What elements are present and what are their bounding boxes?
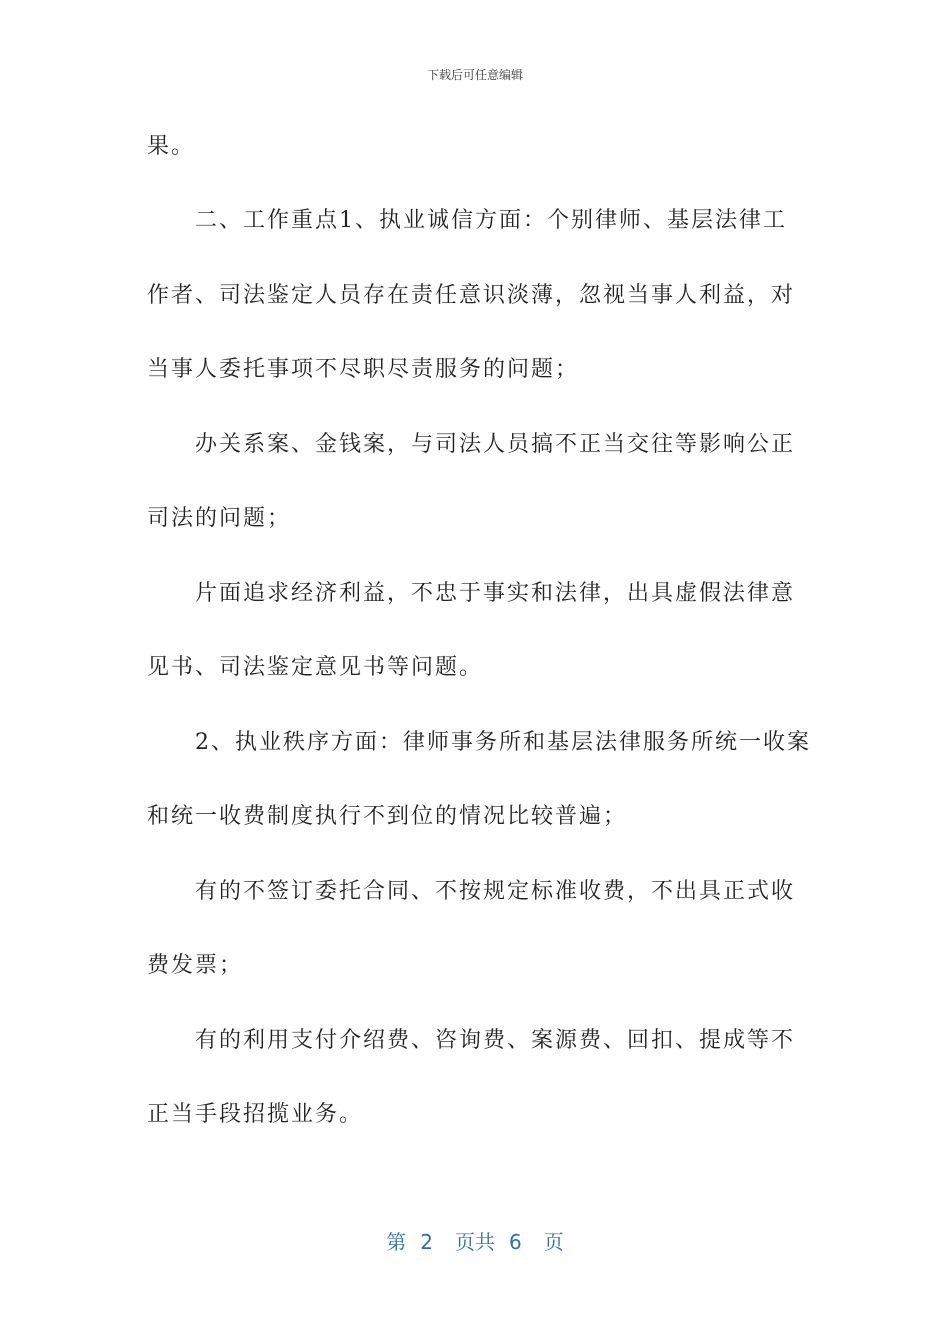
paragraph-line: 二、工作重点1、执业诚信方面：个别律师、基层法律工 xyxy=(147,208,787,233)
footer-middle: 页共 xyxy=(455,1230,495,1254)
paragraph-line: 司法的问题； xyxy=(147,506,292,531)
paragraph-line: 费发票； xyxy=(147,953,244,978)
paragraph-line: 2、执业秩序方面：律师事务所和基层法律服务所统一收案 xyxy=(147,730,811,755)
paragraph-line: 办关系案、金钱案，与司法人员搞不正当交往等影响公正 xyxy=(147,432,796,457)
paragraph-line: 见书、司法鉴定意见书等问题。 xyxy=(147,655,484,680)
paragraph-line: 和统一收费制度执行不到位的情况比较普遍； xyxy=(147,804,628,829)
paragraph-line: 果。 xyxy=(147,134,196,159)
footer-prefix: 第 xyxy=(386,1230,407,1254)
page-number-footer xyxy=(0,1226,950,1255)
paragraph-line: 作者、司法鉴定人员存在责任意识淡薄，忽视当事人利益，对 xyxy=(147,283,796,308)
paragraph-line: 有的利用支付介绍费、咨询费、案源费、回扣、提成等不 xyxy=(147,1028,796,1053)
footer-total-pages: 6 xyxy=(509,1230,522,1254)
paragraph-line: 片面追求经济利益，不忠于事实和法律，出具虚假法律意 xyxy=(147,581,796,606)
paragraph-line: 有的不签订委托合同、不按规定标准收费，不出具正式收 xyxy=(147,879,796,904)
paragraph-line: 当事人委托事项不尽职尽责服务的问题； xyxy=(147,357,580,382)
paragraph-line: 正当手段招揽业务。 xyxy=(147,1102,364,1127)
footer-current-page: 2 xyxy=(420,1230,433,1254)
page-header-note: 下载后可任意编辑 xyxy=(426,68,523,82)
footer-suffix: 页 xyxy=(543,1230,564,1254)
